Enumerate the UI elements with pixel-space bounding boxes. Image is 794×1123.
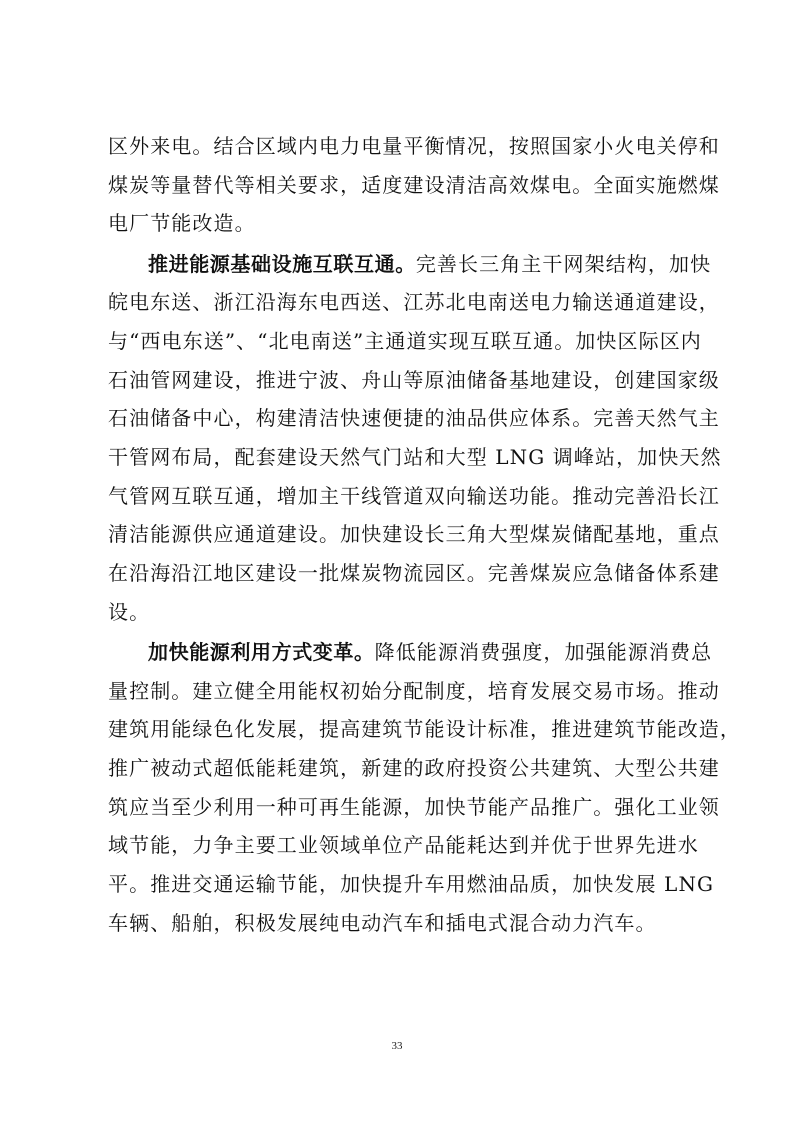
text-line: 筑应当至少利用一种可再生能源，加快节能产品推广。强化工业领 bbox=[108, 794, 720, 819]
text-line: 皖电东送、浙江沿海东电西送、江苏北电南送电力输送通道建设， bbox=[108, 290, 720, 315]
text-line: 区外来电。结合区域内电力电量平衡情况，按照国家小火电关停和 bbox=[108, 134, 720, 158]
document-body bbox=[108, 127, 741, 942]
text-line: 建筑用能绿色化发展，提高建筑节能设计标准，推进建筑节能改造， bbox=[108, 717, 741, 742]
text-line bbox=[108, 633, 713, 672]
text-line: 量控制。建立健全用能权初始分配制度，培育发展交易市场。推动 bbox=[108, 678, 720, 703]
text-line: 平。推进交通运输节能，加快提升车用燃油品质，加快发展 LNG bbox=[108, 872, 715, 897]
text-line: 车辆、船舶，积极发展纯电动汽车和插电式混合动力汽车。 bbox=[108, 910, 657, 935]
text-line: 电厂节能改造。 bbox=[108, 211, 256, 236]
paragraph-energy-use bbox=[108, 633, 741, 943]
paragraph-heading: 加快能源利用方式变革。 bbox=[148, 639, 375, 664]
text-line: 清洁能源供应通道建设。加快建设长三角大型煤炭储配基地，重点 bbox=[108, 522, 720, 547]
page-number: 33 bbox=[391, 1040, 403, 1052]
text-line: 与“西电东送”、“北电南送”主通道实现互联互通。加快区际区内 bbox=[108, 328, 702, 353]
paragraph-infrastructure bbox=[108, 245, 722, 632]
text-line: 干管网布局，配套建设天然气门站和大型 LNG 调峰站，加快天然 bbox=[108, 445, 722, 469]
text-line: 在沿海沿江地区建设一批煤炭物流园区。完善煤炭应急储备体系建 bbox=[108, 561, 720, 586]
text-span: 完善长三角主干网架结构，加快 bbox=[415, 251, 712, 276]
text-line: 气管网互联互通，增加主干线管道双向输送功能。推动完善沿长江 bbox=[108, 483, 720, 508]
text-line: 设。 bbox=[108, 599, 151, 624]
text-line bbox=[108, 245, 712, 284]
text-line: 石油储备中心，构建清洁快速便捷的油品供应体系。完善天然气主 bbox=[108, 406, 720, 431]
paragraph-power-supply bbox=[108, 127, 720, 243]
text-span: 降低能源消费强度，加强能源消费总 bbox=[374, 639, 713, 664]
text-line: 煤炭等量替代等相关要求，适度建设清洁高效煤电。全面实施燃煤 bbox=[108, 172, 720, 197]
text-line: 推广被动式超低能耗建筑，新建的政府投资公共建筑、大型公共建 bbox=[108, 756, 720, 780]
paragraph-heading: 推进能源基础设施互联互通。 bbox=[148, 251, 416, 276]
text-line: 石油管网建设，推进宁波、舟山等原油储备基地建设，创建国家级 bbox=[108, 367, 720, 392]
text-line: 域节能，力争主要工业领域单位产品能耗达到并优于世界先进水 bbox=[108, 833, 699, 858]
